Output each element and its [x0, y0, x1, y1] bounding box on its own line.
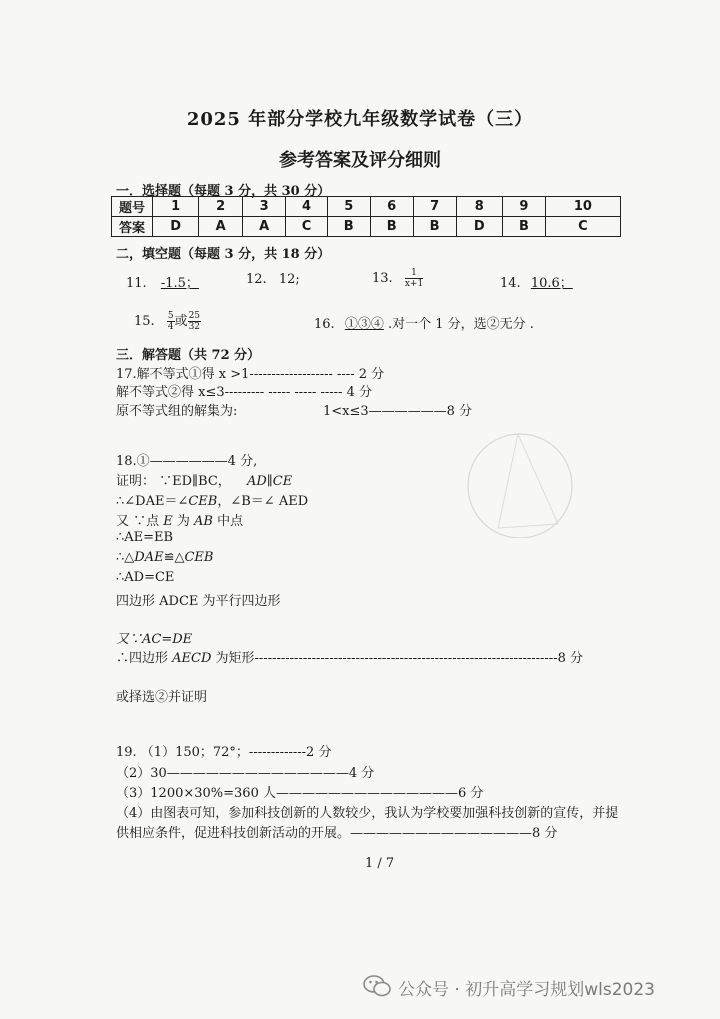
- answer-value: 12;: [278, 272, 300, 287]
- section2-heading: 二，填空题（每题 3 分，共 18 分）: [116, 247, 331, 262]
- text-fragment: CEB: [184, 550, 214, 565]
- text-fragment: ∴△: [116, 550, 135, 565]
- q17-line-2: 解不等式②得 x≤3--------- ----- ----- ----- 4 分: [116, 385, 372, 400]
- q18-line-6: [116, 550, 213, 565]
- page-number: 1 / 7: [365, 856, 395, 871]
- answer-value: 10.6；: [530, 276, 573, 291]
- table-row: [112, 217, 621, 237]
- q18-line-11: 或择选②并证明: [116, 690, 208, 705]
- text-fragment: 为: [172, 514, 195, 529]
- q17-line-3: 原不等式组的解集为:: [116, 404, 238, 419]
- answer-cell: D: [153, 217, 199, 237]
- answer-15: [134, 310, 201, 332]
- answer-cell: A: [199, 217, 242, 237]
- q19-line-4: （4）由图表可知，参加科技创新的人数较少，我认为学校要加强科技创新的宣传，并提: [116, 806, 619, 821]
- table-row: [112, 197, 621, 217]
- answer-12: [246, 272, 300, 287]
- q18-line-7: ∴AD=CE: [116, 570, 175, 585]
- answer-table: [111, 196, 621, 237]
- fraction-numerator: 25: [188, 311, 201, 321]
- question-number: 16.: [314, 317, 335, 332]
- or-text: 或: [174, 314, 188, 329]
- q18-line-1: 18.①——————4 分,: [116, 454, 258, 469]
- text-fragment: AB: [194, 514, 213, 529]
- question-number: 11.: [126, 276, 147, 291]
- text-fragment: ，∠B＝∠ AED: [217, 494, 309, 509]
- text-fragment: 又 ∵点: [116, 514, 164, 529]
- question-number-cell: 8: [456, 197, 502, 217]
- q19-line-3: （3）1200×30%=360 人——————————————6 分: [116, 786, 484, 801]
- question-number-cell: 5: [327, 197, 370, 217]
- answer-cell: A: [242, 217, 285, 237]
- question-number-cell: 4: [286, 197, 327, 217]
- wechat-icon: [362, 973, 392, 999]
- answer-value: -1.5；: [160, 276, 199, 291]
- question-number: 12.: [246, 272, 267, 287]
- text-fragment: ≌△: [163, 550, 185, 565]
- text-fragment: 中点: [212, 514, 244, 529]
- answer-cell: C: [286, 217, 327, 237]
- bleed-through-sketch: [458, 428, 588, 538]
- text-fragment: 为矩形---------------------------------------------------------------------8 分: [211, 651, 584, 666]
- question-number-cell: 6: [370, 197, 413, 217]
- text-fragment: AD∥CE: [246, 474, 293, 489]
- answer-14: [500, 272, 573, 291]
- fraction: [167, 311, 175, 332]
- answer-value: ①③④: [344, 317, 384, 332]
- text-fragment: 证明： ∵ED∥BC，: [116, 474, 231, 489]
- document-title: 2025 年部分学校九年级数学试卷（三）: [186, 109, 534, 130]
- section3-heading: 三．解答题（共 72 分）: [116, 348, 261, 363]
- question-number-cell: 7: [413, 197, 456, 217]
- question-number-cell: 9: [502, 197, 545, 217]
- fraction-denominator: x+1: [404, 279, 424, 289]
- fraction: [188, 311, 201, 332]
- q19-line-2: （2）30——————————————4 分: [116, 766, 375, 781]
- q18-line-3: [116, 490, 308, 509]
- answer-16: [314, 313, 534, 332]
- answer-cell: C: [545, 217, 620, 237]
- q19-line-5: 供相应条件，促进科技创新活动的开展。——————————————8 分: [116, 826, 558, 841]
- text-fragment: ∴∠DAE＝: [116, 494, 178, 509]
- q17-line-1: 17.解不等式①得 x >1------------------- ---- 2 分: [116, 367, 385, 382]
- text-fragment: AECD: [172, 651, 212, 666]
- answer-cell: B: [370, 217, 413, 237]
- scoring-note: .对一个 1 分，选②无分 .: [387, 317, 534, 332]
- section1-heading: 一．选择题（每题 3 分，共 30 分）: [116, 184, 331, 199]
- text-fragment: ∴四边形: [116, 651, 173, 666]
- answer-cell: B: [327, 217, 370, 237]
- table-header-cell: 答案: [112, 217, 153, 237]
- fraction-numerator: 5: [167, 311, 174, 321]
- q19-line-1: 19. （1）150；72°；-------------2 分: [116, 745, 332, 760]
- q18-line-9: 又∵AC=DE: [116, 632, 193, 647]
- answer-cell: B: [502, 217, 545, 237]
- q18-line-5: ∴AE=EB: [116, 530, 174, 545]
- answer-13: [372, 268, 423, 289]
- fraction-denominator: 32: [188, 322, 201, 332]
- question-number-cell: 10: [545, 197, 620, 217]
- text-fragment: DAE: [134, 550, 164, 565]
- q18-line-4: [116, 510, 243, 529]
- question-number-cell: 3: [242, 197, 285, 217]
- table-header-cell: 题号: [112, 197, 153, 217]
- question-number: 15.: [134, 314, 155, 329]
- fraction: [405, 268, 423, 289]
- q18-line-2: [116, 470, 292, 489]
- answer-11: [126, 272, 199, 291]
- question-number: 13.: [372, 271, 393, 286]
- answer-cell: B: [413, 217, 456, 237]
- question-number: 14.: [500, 276, 521, 291]
- document-subtitle: 参考答案及评分细则: [279, 150, 441, 171]
- watermark-text: 公众号 · 初升高学习规划wls2023: [398, 980, 655, 1000]
- fraction-numerator: 1: [405, 268, 423, 279]
- q18-line-10: [116, 647, 583, 666]
- question-number-cell: 2: [199, 197, 242, 217]
- answer-cell: D: [456, 217, 502, 237]
- text-fragment: E: [163, 514, 173, 529]
- text-fragment: ∠CEB: [177, 494, 218, 509]
- q17-solution: 1<x≤3——————8 分: [323, 404, 473, 419]
- question-number-cell: 1: [153, 197, 199, 217]
- fraction-denominator: 4: [167, 322, 174, 332]
- q18-line-8: 四边形 ADCE 为平行四边形: [116, 594, 281, 609]
